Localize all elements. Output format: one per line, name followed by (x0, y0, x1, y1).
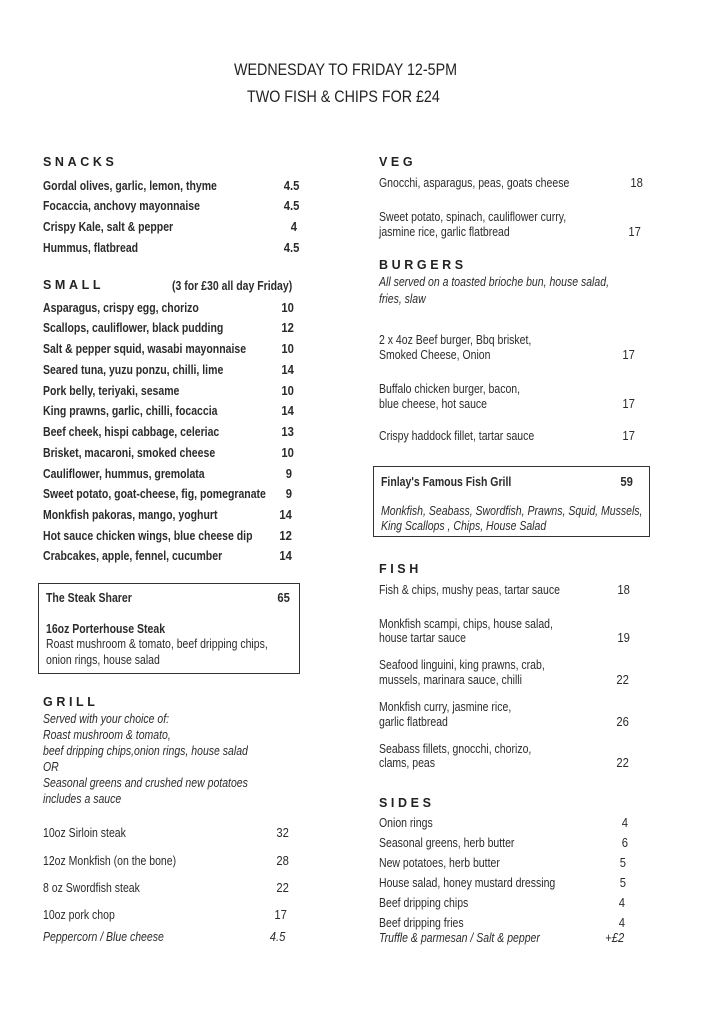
list-item: Crispy Kale, salt & pepper (43, 220, 174, 234)
sides-extra-price: +£2 (604, 931, 624, 945)
list-item: 12oz Monkfish (on the bone) (43, 854, 177, 868)
list-item: Monkfish scampi, chips, house salad, (379, 617, 553, 631)
item-price: 32 (276, 826, 289, 840)
burgers-heading: BURGERS (379, 258, 467, 272)
list-item: Crabcakes, apple, fennel, cucumber (43, 549, 223, 563)
item-price: 18 (630, 176, 643, 190)
item-price: 12 (281, 321, 294, 335)
fish-grill-desc: Monkfish, Seabass, Swordfish, Prawns, Squid, Mussels, (381, 504, 643, 518)
fish-grill-desc: King Scallops , Chips, House Salad (381, 519, 547, 533)
list-item: King prawns, garlic, chilli, focaccia (43, 404, 218, 418)
sauce-price: 4.5 (269, 930, 285, 944)
list-item: Crispy haddock fillet, tartar sauce (379, 429, 535, 443)
list-item-line2: clams, peas (379, 756, 436, 770)
list-item: Cauliflower, hummus, gremolata (43, 467, 205, 481)
item-price: 22 (616, 673, 629, 687)
list-item: Asparagus, crispy egg, chorizo (43, 301, 199, 315)
item-price: 4 (618, 916, 625, 930)
grill-heading: GRILL (43, 695, 99, 709)
grill-note: beef dripping chips,onion rings, house salad (43, 744, 248, 758)
veg-heading: VEG (379, 155, 417, 169)
sides-extra: Truffle & parmesan / Salt & pepper (379, 931, 540, 945)
small-offer-note: (3 for £30 all day Friday) (172, 279, 293, 293)
list-item: Scallops, cauliflower, black pudding (43, 321, 224, 335)
list-item: Focaccia, anchovy mayonnaise (43, 199, 200, 213)
item-price: 22 (276, 881, 289, 895)
item-price: 9 (285, 487, 292, 501)
item-price: 14 (281, 404, 294, 418)
item-price: 17 (628, 225, 641, 239)
grill-note: Roast mushroom & tomato, (43, 728, 171, 742)
list-item: Monkfish pakoras, mango, yoghurt (43, 508, 218, 522)
list-item-line2: house tartar sauce (379, 631, 466, 645)
list-item-line2: garlic flatbread (379, 715, 448, 729)
list-item: Brisket, macaroni, smoked cheese (43, 446, 216, 460)
item-price: 28 (276, 854, 289, 868)
list-item: New potatoes, herb butter (379, 856, 500, 870)
steak-sharer-title: The Steak Sharer (46, 591, 132, 605)
list-item-line2: jasmine rice, garlic flatbread (379, 225, 510, 239)
list-item-line2: Smoked Cheese, Onion (379, 348, 491, 362)
list-item: Beef dripping chips (379, 896, 469, 910)
steak-sharer-desc: onion rings, house salad (46, 653, 160, 667)
steak-sharer-price: 65 (277, 591, 290, 605)
item-price: 19 (617, 631, 630, 645)
header-line-2: TWO FISH & CHIPS FOR £24 (247, 87, 440, 106)
item-price: 4.5 (283, 179, 299, 193)
item-price: 6 (621, 836, 628, 850)
item-price: 17 (274, 908, 287, 922)
list-item: Onion rings (379, 816, 433, 830)
item-price: 17 (622, 429, 635, 443)
steak-sharer-desc: Roast mushroom & tomato, beef dripping chips, (46, 637, 268, 651)
item-price: 22 (616, 756, 629, 770)
item-price: 4 (290, 220, 297, 234)
item-price: 5 (619, 876, 626, 890)
item-price: 17 (622, 397, 635, 411)
item-price: 10 (281, 301, 294, 315)
grill-note: OR (43, 760, 59, 774)
item-price: 5 (619, 856, 626, 870)
list-item: Beef dripping fries (379, 916, 464, 930)
list-item: Fish & chips, mushy peas, tartar sauce (379, 583, 560, 597)
sides-heading: SIDES (379, 796, 435, 810)
item-price: 12 (279, 529, 292, 543)
fish-heading: FISH (379, 562, 422, 576)
list-item: Gordal olives, garlic, lemon, thyme (43, 179, 217, 193)
list-item: Seared tuna, yuzu ponzu, chilli, lime (43, 363, 224, 377)
list-item: House salad, honey mustard dressing (379, 876, 556, 890)
list-item: 2 x 4oz Beef burger, Bbq brisket, (379, 333, 532, 347)
burgers-note: fries, slaw (379, 292, 426, 306)
list-item-line2: mussels, marinara sauce, chilli (379, 673, 522, 687)
grill-note: Seasonal greens and crushed new potatoes (43, 776, 248, 790)
list-item: Hummus, flatbread (43, 241, 139, 255)
grill-note: includes a sauce (43, 792, 122, 806)
item-price: 4 (621, 816, 628, 830)
fish-grill-price: 59 (620, 475, 633, 489)
list-item: Gnocchi, asparagus, peas, goats cheese (379, 176, 570, 190)
burgers-note: All served on a toasted brioche bun, house salad, (379, 275, 609, 289)
item-price: 17 (622, 348, 635, 362)
item-price: 14 (279, 549, 292, 563)
item-price: 10 (281, 384, 294, 398)
fish-grill-title: Finlay's Famous Fish Grill (381, 475, 512, 489)
item-price: 26 (616, 715, 629, 729)
item-price: 9 (285, 467, 292, 481)
item-price: 10 (281, 446, 294, 460)
item-price: 14 (279, 508, 292, 522)
list-item: 10oz Sirloin steak (43, 826, 126, 840)
list-item: Pork belly, teriyaki, sesame (43, 384, 180, 398)
list-item: Hot sauce chicken wings, blue cheese dip (43, 529, 253, 543)
list-item: Beef cheek, hispi cabbage, celeriac (43, 425, 220, 439)
item-price: 10 (281, 342, 294, 356)
list-item: Seabass fillets, gnocchi, chorizo, (379, 742, 532, 756)
list-item: 8 oz Swordfish steak (43, 881, 140, 895)
item-price: 18 (617, 583, 630, 597)
grill-note: Served with your choice of: (43, 712, 170, 726)
list-item: 10oz pork chop (43, 908, 115, 922)
item-price: 4 (618, 896, 625, 910)
header-line-1: WEDNESDAY TO FRIDAY 12-5PM (234, 60, 457, 79)
item-price: 13 (281, 425, 294, 439)
small-heading: SMALL (43, 278, 105, 292)
steak-sharer-subtitle: 16oz Porterhouse Steak (46, 622, 166, 636)
list-item: Sweet potato, goat-cheese, fig, pomegranate (43, 487, 266, 501)
list-item: Buffalo chicken burger, bacon, (379, 382, 521, 396)
snacks-heading: SNACKS (43, 155, 118, 169)
sauce-option: Peppercorn / Blue cheese (43, 930, 164, 944)
list-item: Monkfish curry, jasmine rice, (379, 700, 512, 714)
item-price: 4.5 (283, 199, 299, 213)
list-item: Salt & pepper squid, wasabi mayonnaise (43, 342, 247, 356)
list-item: Seasonal greens, herb butter (379, 836, 515, 850)
list-item: Sweet potato, spinach, cauliflower curry, (379, 210, 567, 224)
list-item-line2: blue cheese, hot sauce (379, 397, 488, 411)
item-price: 14 (281, 363, 294, 377)
list-item: Seafood linguini, king prawns, crab, (379, 658, 545, 672)
item-price: 4.5 (283, 241, 299, 255)
